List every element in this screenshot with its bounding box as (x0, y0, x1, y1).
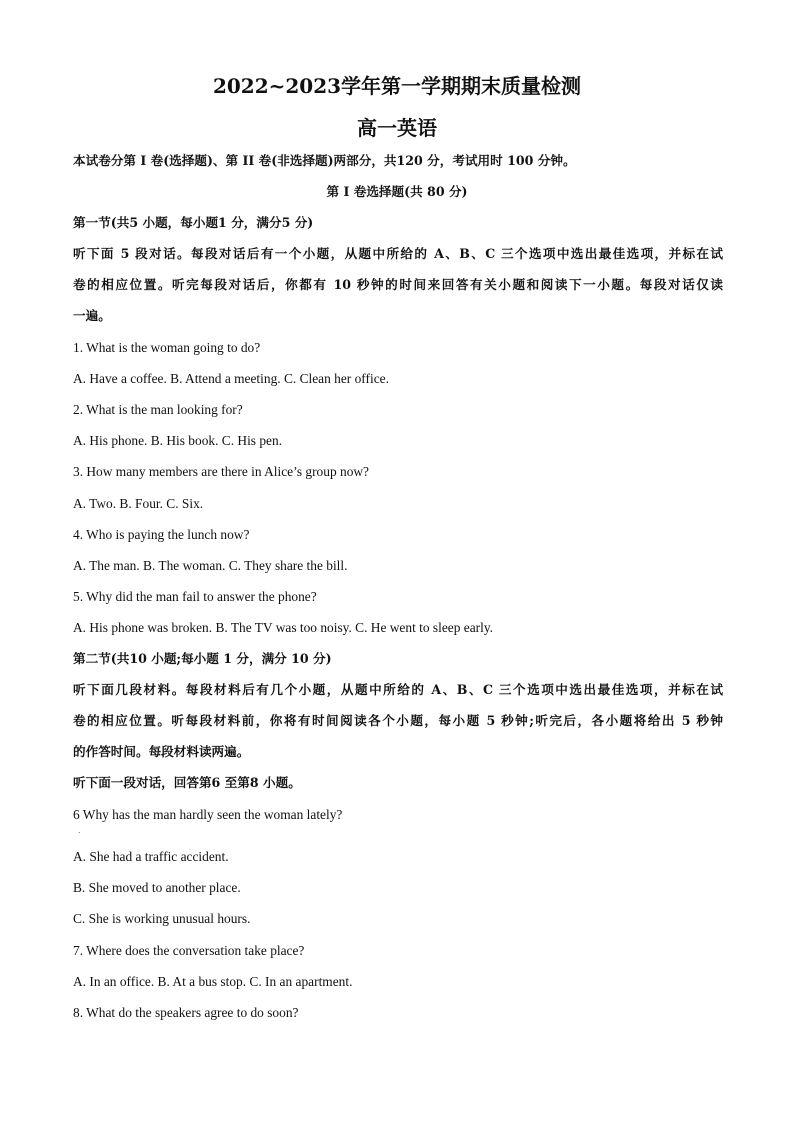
question-4-options: A. The man. B. The woman. C. They share the bill. (73, 558, 348, 573)
section1-instructions-line: 听下面 5 段对话。每段对话后有一个小题，从题中所给的 A、B、C 三个选项中选出最佳选项，并标在试 (73, 246, 723, 261)
page-title: 2022~2023学年第一学期期末质量检测 (212, 74, 582, 98)
section2-instructions-line: 的作答时间。每段材料读两遍。 (73, 744, 250, 759)
question-7-options: A. In an office. B. At a bus stop. C. In an apartment. (73, 974, 353, 989)
question-7: 7. Where does the conversation take place? (73, 943, 305, 958)
section2-instructions-line: 卷的相应位置。听每段材料前，你将有时间阅读各个小题，每小题 5 秒钟;听完后，各小题将给出 5 秒钟 (73, 713, 723, 728)
stray-dot: . (78, 826, 81, 835)
section1-instructions-line: 卷的相应位置。听完每段对话后，你都有 10 秒钟的时间来回答有关小题和阅读下一小题。每段对话仅读 (73, 277, 723, 292)
question-4: 4. Who is paying the lunch now? (73, 527, 250, 542)
question-1-options: A. Have a coffee. B. Attend a meeting. C. Clean her office. (73, 371, 389, 386)
question-6-option-c: C. She is working unusual hours. (73, 911, 251, 926)
part1-heading: 第 I 卷选择题(共 80 分) (326, 184, 468, 199)
section2-heading: 第二节(共10 小题;每小题 1 分，满分 10 分) (73, 651, 332, 666)
question-5: 5. Why did the man fail to answer the phone? (73, 589, 317, 604)
dialog-intro: 听下面一段对话，回答第6 至第8 小题。 (73, 775, 301, 790)
question-6-option-b: B. She moved to another place. (73, 880, 241, 895)
question-3: 3. How many members are there in Alice’s group now? (73, 464, 369, 479)
exam-intro: 本试卷分第 I 卷(选择题)、第 II 卷(非选择题)两部分，共120 分，考试用时 100 分钟。 (73, 153, 576, 168)
question-5-options: A. His phone was broken. B. The TV was too noisy. C. He went to sleep early. (73, 620, 494, 635)
question-1: 1. What is the woman going to do? (73, 340, 261, 355)
question-8: 8. What do the speakers agree to do soon? (73, 1005, 299, 1020)
question-6: 6 Why has the man hardly seen the woman lately? (73, 807, 343, 822)
section1-heading: 第一节(共5 小题，每小题1 分，满分5 分) (73, 215, 314, 230)
question-2-options: A. His phone. B. His book. C. His pen. (73, 433, 283, 448)
section1-instructions-line: 一遍。 (73, 308, 111, 323)
page-subtitle: 高一英语 (357, 116, 437, 140)
section2-instructions-line: 听下面几段材料。每段材料后有几个小题，从题中所给的 A、B、C 三个选项中选出最佳选项，并标在试 (73, 682, 723, 697)
question-6-option-a: A. She had a traffic accident. (73, 849, 229, 864)
question-2: 2. What is the man looking for? (73, 402, 243, 417)
question-3-options: A. Two. B. Four. C. Six. (73, 496, 204, 511)
